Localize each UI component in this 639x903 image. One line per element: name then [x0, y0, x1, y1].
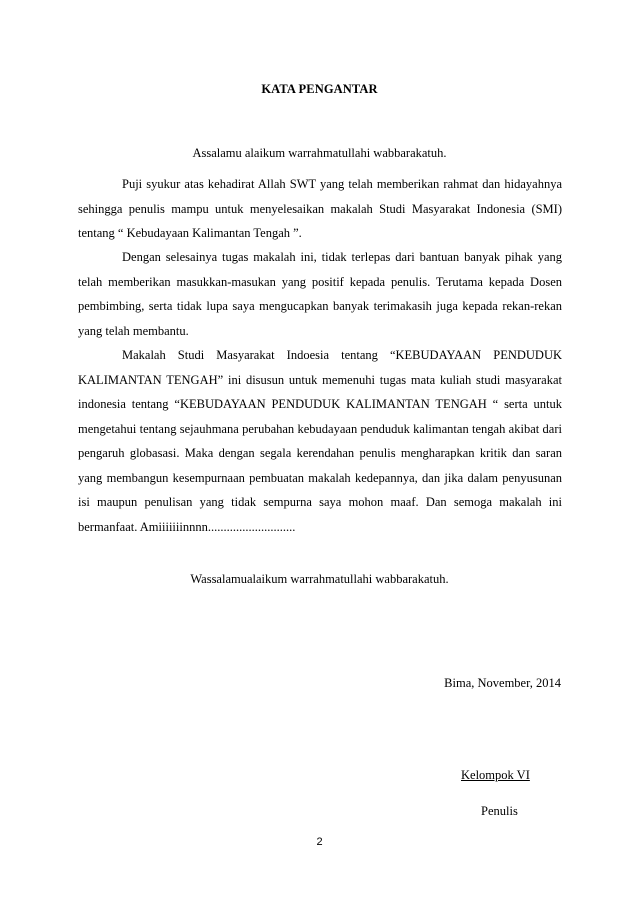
document-title: KATA PENGANTAR	[261, 82, 378, 96]
paragraph-purpose: Makalah Studi Masyarakat Indoesia tentang “KEBUDAYAAN PENDUDUK KALIMANTAN TENGAH” ini disusun untuk memenuhi tugas mata kuliah studi masyarakat indonesia tentang “KEBUDAYAAN PENDUDUK KALIMANTAN TENGAH “ serta untuk mengetahui tentang sejauhmana perubahan kebudayaan penduduk kalimantan tengah akibat dari pengaruh globasasi. Maka dengan segala kerendahan penulis mengharapkan kritik dan saran yang membangun kesempurnaan pembuatan makalah kedepannya, dan jika dalam penyusunan isi maupun penulisan yang tidak sempurna saya mohon maaf. Dan semoga makalah ini bermanfaat. Amiiiiiiinnnn............................	[78, 348, 562, 534]
page-number: 2	[316, 836, 323, 848]
writer-label: Penulis	[481, 804, 518, 818]
closing-greeting: Wassalamualaikum warrahmatullahi wabbarakatuh.	[190, 572, 449, 586]
place-date: Bima, November, 2014	[444, 676, 561, 690]
opening-greeting: Assalamu alaikum warrahmatullahi wabbarakatuh.	[192, 146, 447, 160]
group-name: Kelompok VI	[461, 768, 530, 782]
paragraph-gratitude: Puji syukur atas kehadirat Allah SWT yang telah memberikan rahmat dan hidayahnya sehingga penulis mampu untuk menyelesaikan makalah Studi Masyarakat Indonesia (SMI) tentang “ Kebudayaan Kalimantan Tengah ”.	[78, 177, 562, 240]
paragraph-acknowledgement: Dengan selesainya tugas makalah ini, tidak terlepas dari bantuan banyak pihak yang telah memberikan masukkan-masukan yang positif kepada penulis. Terutama kepada Dosen pembimbing, serta tidak lupa saya mengucapkan banyak terimakasih juga kepada rekan-rekan yang telah membantu.	[78, 250, 562, 338]
